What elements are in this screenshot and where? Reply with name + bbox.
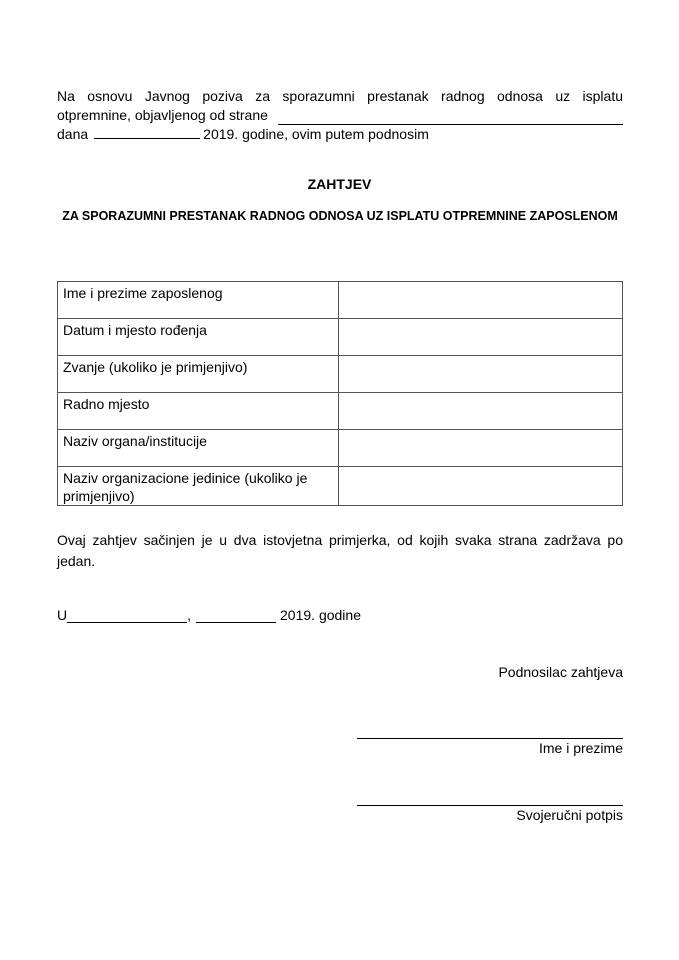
row-label: Zvanje (ukoliko je primjenjivo) <box>58 356 339 393</box>
intro-line-3-suffix: 2019. godine, ovim putem podnosim <box>203 126 429 142</box>
copies-note: Ovaj zahtjev sačinjen je u dva istovjetna primjerka, od kojih svaka strana zadržava po jedan. <box>57 532 623 569</box>
place-suffix: 2019. godine <box>280 607 361 623</box>
signature-caption: Svojeručni potpis <box>516 807 623 823</box>
row-value-field[interactable] <box>339 467 623 506</box>
date-blank[interactable] <box>94 125 200 139</box>
handwritten-signature-line[interactable] <box>357 805 623 806</box>
table-row <box>58 393 623 430</box>
row-value-field[interactable] <box>339 430 623 467</box>
intro-line-3 <box>57 125 623 144</box>
table-row <box>58 319 623 356</box>
table-row <box>58 282 623 319</box>
submitter-label: Podnosilac zahtjeva <box>498 664 623 680</box>
intro-line-1: Na osnovu Javnog poziva za sporazumni prestanak radnog odnosa uz isplatu <box>57 88 623 104</box>
intro-line-2 <box>57 106 623 125</box>
employee-data-table <box>57 281 623 506</box>
row-label: Radno mjesto <box>58 393 339 430</box>
intro-line-2-text: otpremnine, objavljenog od strane <box>57 107 268 123</box>
row-value-field[interactable] <box>339 282 623 319</box>
place-blank[interactable] <box>67 608 187 623</box>
publisher-blank[interactable] <box>278 110 623 125</box>
name-signature-line[interactable] <box>357 738 623 739</box>
table-row <box>58 430 623 467</box>
row-value-field[interactable] <box>339 319 623 356</box>
place-comma: , <box>187 607 192 623</box>
row-label: Naziv organizacione jedinice (ukoliko je primjenjivo) <box>58 467 339 506</box>
intro-paragraph <box>57 87 623 144</box>
row-label: Naziv organa/institucije <box>58 430 339 467</box>
row-label: Datum i mjesto rođenja <box>58 319 339 356</box>
row-value-field[interactable] <box>339 356 623 393</box>
row-label: Ime i prezime zaposlenog <box>58 282 339 319</box>
document-subtitle: ZA SPORAZUMNI PRESTANAK RADNOG ODNOSA UZ ISPLATU OTPREMNINE ZAPOSLENOM <box>62 209 618 223</box>
table-row <box>58 467 623 506</box>
row-value-field[interactable] <box>339 393 623 430</box>
name-caption: Ime i prezime <box>538 740 623 756</box>
place-date-line <box>57 607 361 623</box>
document-title: ZAHTJEV <box>307 176 372 192</box>
date-blank[interactable] <box>196 608 276 623</box>
intro-line-3-prefix: dana <box>57 126 89 142</box>
place-prefix: U <box>57 607 68 623</box>
table-row <box>58 356 623 393</box>
